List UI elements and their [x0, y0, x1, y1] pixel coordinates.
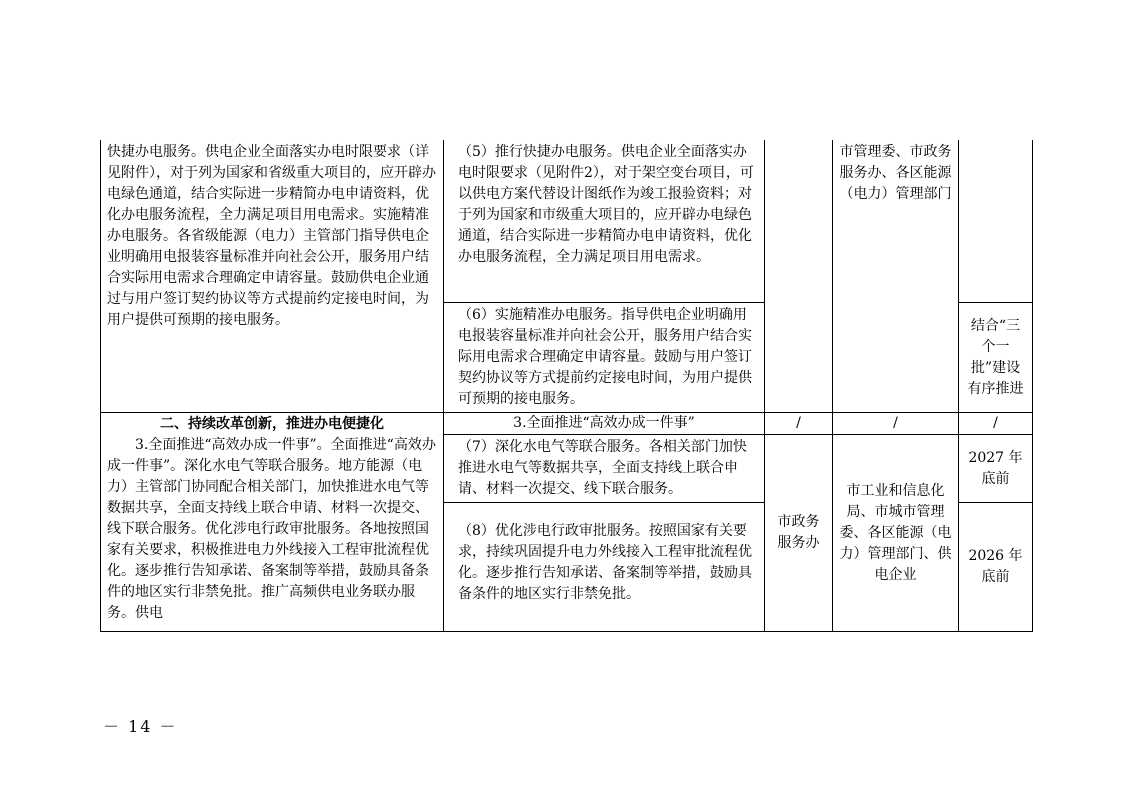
slash-cell-3	[959, 413, 1033, 435]
slash-text: /	[893, 415, 898, 431]
cooperating-units-cell-2	[833, 435, 959, 632]
lead-unit-text: 市政务服务办	[777, 514, 820, 551]
measure-7-cell	[444, 435, 765, 503]
page-number: － 14 －	[103, 717, 178, 736]
deadline-cell	[959, 303, 1033, 413]
cooperating-units-cell	[833, 140, 959, 413]
original-policy-text: 快捷办电服务。供电企业全面落实办电时限要求（详见附件），对于列为国家和省级重大项目的，应开辟办电绿色通道，结合实际进一步精简办电申请资料，优化办电服务流程，全力满足项目用电需求。实施精准办电服务。各省级能源（电力）主管部门指导供电企业明确用电报装容量标准并向社会公开，服务用户结合实际用电需求合理确定申请容量。鼓励供电企业通过与用户签订契约协议等方式提前约定接电时间，为用户提供可预期的接电服务。	[107, 144, 436, 328]
slash-cell-2	[833, 413, 959, 435]
original-policy-text-cell	[101, 140, 444, 413]
measure-5-cell	[444, 140, 765, 303]
measure-6-cell	[444, 303, 765, 413]
lead-unit-cell	[765, 435, 833, 632]
deadline-2027-text: 2027 年底前	[968, 449, 1023, 487]
section-heading: 二、持续改革创新，推进办电便捷化	[160, 416, 384, 432]
slash-cell-1	[765, 413, 833, 435]
measure-7-text: （7）深化水电气等联合服务。各相关部门加快推进水电气等数据共享，全面支持线上联合申请、材料一次提交、线下联合服务。	[458, 439, 747, 497]
task-header-cell	[444, 413, 765, 435]
cooperating-units-text-2: 市工业和信息化局、市城市管理委、各区能源（电力）管理部门、供电企业	[839, 482, 952, 583]
slash-text: /	[993, 415, 998, 431]
measure-6-text: （6）实施精准办电服务。指导供电企业明确用电报装容量标准并向社会公开，服务用户结合实际用电需求合理确定申请容量。鼓励与用户签订契约协议等方式提前约定接电时间，为用户提供可预期的接电服务。	[458, 307, 752, 407]
deadline-2026-text: 2026 年底前	[968, 548, 1023, 585]
deadline-cell-empty	[959, 140, 1033, 303]
task-header-text: 3.全面推进“高效办成一件事”	[513, 415, 695, 431]
deadline-text: 结合“三个一批”建设有序推进	[967, 317, 1024, 397]
measure-8-text: （8）优化涉电行政审批服务。按照国家有关要求，持续巩固提升电力外线接入工程审批流程优化。逐步推行告知承诺、备案制等举措，鼓励具备条件的地区实行非禁免批。	[458, 523, 752, 602]
deadline-2027-cell	[959, 435, 1033, 503]
lead-unit-cell-empty	[765, 140, 833, 413]
measure-8-cell	[444, 503, 765, 632]
cooperating-units-text: 市管理委、市政务服务办、各区能源（电力）管理部门	[839, 144, 952, 202]
slash-text: /	[796, 415, 801, 431]
measure-5-text: （5）推行快捷办电服务。供电企业全面落实办电时限要求（见附件2），对于架空变台项目，可以供电方案代替设计图纸作为竣工报验资料；对于列为国家和市级重大项目的，应开辟办电绿色通道，结合实际进一步精简办电申请资料，优化办电服务流程，全力满足项目用电需求。	[458, 144, 754, 265]
section-two-cell	[101, 413, 444, 632]
deadline-2026-cell	[959, 503, 1033, 632]
section-body-text: 3.全面推进“高效办成一件事”。全面推进“高效办成一件事”。深化水电气等联合服务。地方能源（电力）主管部门协同配合相关部门，加快推进水电气等数据共享，全面支持线上联合申请、材料一次提交、线下联合服务。优化涉电行政审批服务。各地按照国家有关要求，积极推进电力外线接入工程审批流程优化。逐步推行告知承诺、备案制等举措，鼓励具备条件的地区实行非禁免批。推广高频供电业务联办服务。供电	[107, 437, 436, 621]
policy-table	[100, 140, 1033, 632]
